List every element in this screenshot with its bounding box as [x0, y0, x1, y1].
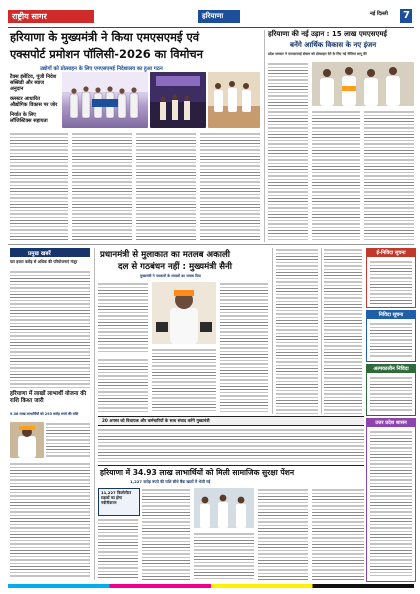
right-lead-photo-cm — [312, 62, 414, 106]
center-headline-line1: प्रधानमंत्री से मुलाकात का मतलब अकाली — [100, 250, 231, 260]
caption-text: 20 अगस्त को विधायक और कर्मचारियों के साथ संवाद करेंगे मुख्यमंत्री — [102, 418, 210, 423]
bottom-body-col1 — [98, 518, 138, 580]
left-story2-photo — [10, 422, 44, 458]
bottom-body-col4 — [258, 488, 308, 580]
left-story2-body-b — [10, 462, 90, 578]
lead-body-col1 — [10, 132, 68, 240]
center-headline-line2: दल से गठबंधन नहीं : मुख्यमंत्री सैनी — [118, 262, 233, 272]
right-lead-headline-line2: बनेंगे आर्थिक विकास के नए इंजन — [290, 41, 377, 49]
lead-photo-audience — [208, 72, 260, 128]
ad-body-4 — [370, 430, 412, 576]
ad-title-1: ई-निविदा सूचना — [367, 249, 415, 257]
center-body-col4 — [98, 358, 148, 412]
lead-photo-ceremony — [62, 72, 148, 128]
ad-title-2: निविदा सूचना — [367, 311, 415, 319]
bottom-photo — [194, 488, 254, 528]
ad-body-2 — [370, 322, 412, 358]
lead-bullets — [10, 74, 58, 124]
lead-photo-stage — [150, 72, 206, 128]
lead-bullet: क्लस्टर आधारित औद्योगिक विकास पर जोर — [10, 96, 58, 108]
divider-right — [264, 30, 265, 242]
right-col-body-a — [276, 248, 318, 414]
lead-headline-line2: एक्सपोर्ट प्रमोशन पॉलिसी-2026 का विमोचन — [10, 47, 203, 61]
ad-body-3 — [370, 376, 412, 412]
left-story1-headline: चार हजार करोड़ से अधिक की परियोजनाएं मंजूर — [10, 259, 78, 264]
lead-bullet: टैक्स इंसेंटिव, पूंजी निवेश सब्सिडी और ब्याज अनुदान — [10, 74, 57, 92]
masthead-section: हरियाणा — [202, 12, 224, 20]
lead-body-col2 — [72, 132, 132, 240]
center-body-col3 — [152, 348, 216, 412]
bottom-side-box — [98, 488, 140, 516]
masthead-rule — [8, 27, 414, 28]
lead-body-col4 — [200, 132, 260, 240]
left-story2-headline: हरियाणा में लाखों लाभार्थी योजना की राशि किश्त जारी — [10, 391, 87, 404]
bottom-body-col3 — [194, 532, 254, 580]
masthead — [8, 8, 414, 25]
left-box-header: प्रमुख खबरें — [28, 251, 51, 257]
lead-bullet: निर्यात के लिए लॉजिस्टिक्स सहायता — [10, 112, 48, 124]
right-lead-body-col2 — [312, 110, 360, 240]
bottom-body-col2 — [142, 488, 190, 580]
ad-title-4: उत्तर प्रदेश शासन — [367, 419, 415, 427]
bottom-story-rule — [98, 465, 364, 466]
caption-bar — [98, 416, 364, 426]
ad-block-4 — [366, 418, 416, 582]
divider-left — [94, 248, 95, 580]
ad-block-2 — [366, 310, 416, 362]
right-lead-body-col1 — [268, 62, 308, 240]
center-photo-cm — [152, 282, 216, 344]
lead-subhead: उद्योगों को प्रोत्साहन के लिए एमएसएमई निदेशालय का हुआ गठन — [40, 66, 163, 72]
lead-body-col3 — [136, 132, 196, 240]
center-subhead: मुख्यमंत्री ने पत्रकारों के सवालों का जवाब दिया — [140, 274, 201, 278]
bottom-subhead: 1,227 करोड़ रुपये की राशि सीधे बैंक खातों में भेजी गई — [130, 479, 211, 484]
caption-body — [98, 428, 364, 462]
right-lead-body-col3 — [364, 110, 414, 240]
right-col-body-b — [324, 248, 362, 414]
left-story2-body-a — [46, 422, 90, 458]
left-story1-body — [10, 270, 90, 388]
bottom-side-headline: 11,227 किलोमीटर सड़कों का होगा नवीनीकरण — [101, 490, 132, 505]
bottom-headline: हरियाणा में 34.93 लाख लाभार्थियों को मिली सामाजिक सुरक्षा पेंशन — [100, 468, 295, 477]
right-lead-headline-line1: हरियाणा की नई उड़ान : 15 लाख एमएसएमई — [268, 30, 387, 38]
left-story2-subhead: 9.36 लाख लाभार्थियों को 293 करोड़ रुपये की राशि — [10, 412, 79, 416]
page-number: 7 — [403, 10, 410, 21]
ad-block-3 — [366, 364, 416, 416]
lead-headline-line1: हरियाणा के मुख्यमंत्री ने किया एमएसएमई एवं — [10, 30, 200, 44]
right-lead-subhead: प्रदेश सरकार ने एमएसएमई सेक्टर को प्रोत्साहन देने के लिए नई नीतियां लागू कीं — [268, 52, 367, 56]
center-body-col1 — [98, 282, 148, 354]
masthead-brand: राष्ट्रीय सागर — [12, 11, 47, 21]
section-rule-1 — [8, 244, 414, 245]
bottom-body-col5 — [312, 488, 364, 580]
ad-body-1 — [370, 260, 412, 304]
divider-right-col — [321, 248, 322, 414]
center-body-col2 — [220, 282, 268, 412]
divider-center — [272, 248, 273, 414]
footer-strip — [8, 584, 414, 588]
masthead-city: नई दिल्ली — [370, 11, 388, 17]
ad-block-1 — [366, 248, 416, 308]
ad-title-3: अल्पकालीन निविदा — [367, 365, 415, 373]
